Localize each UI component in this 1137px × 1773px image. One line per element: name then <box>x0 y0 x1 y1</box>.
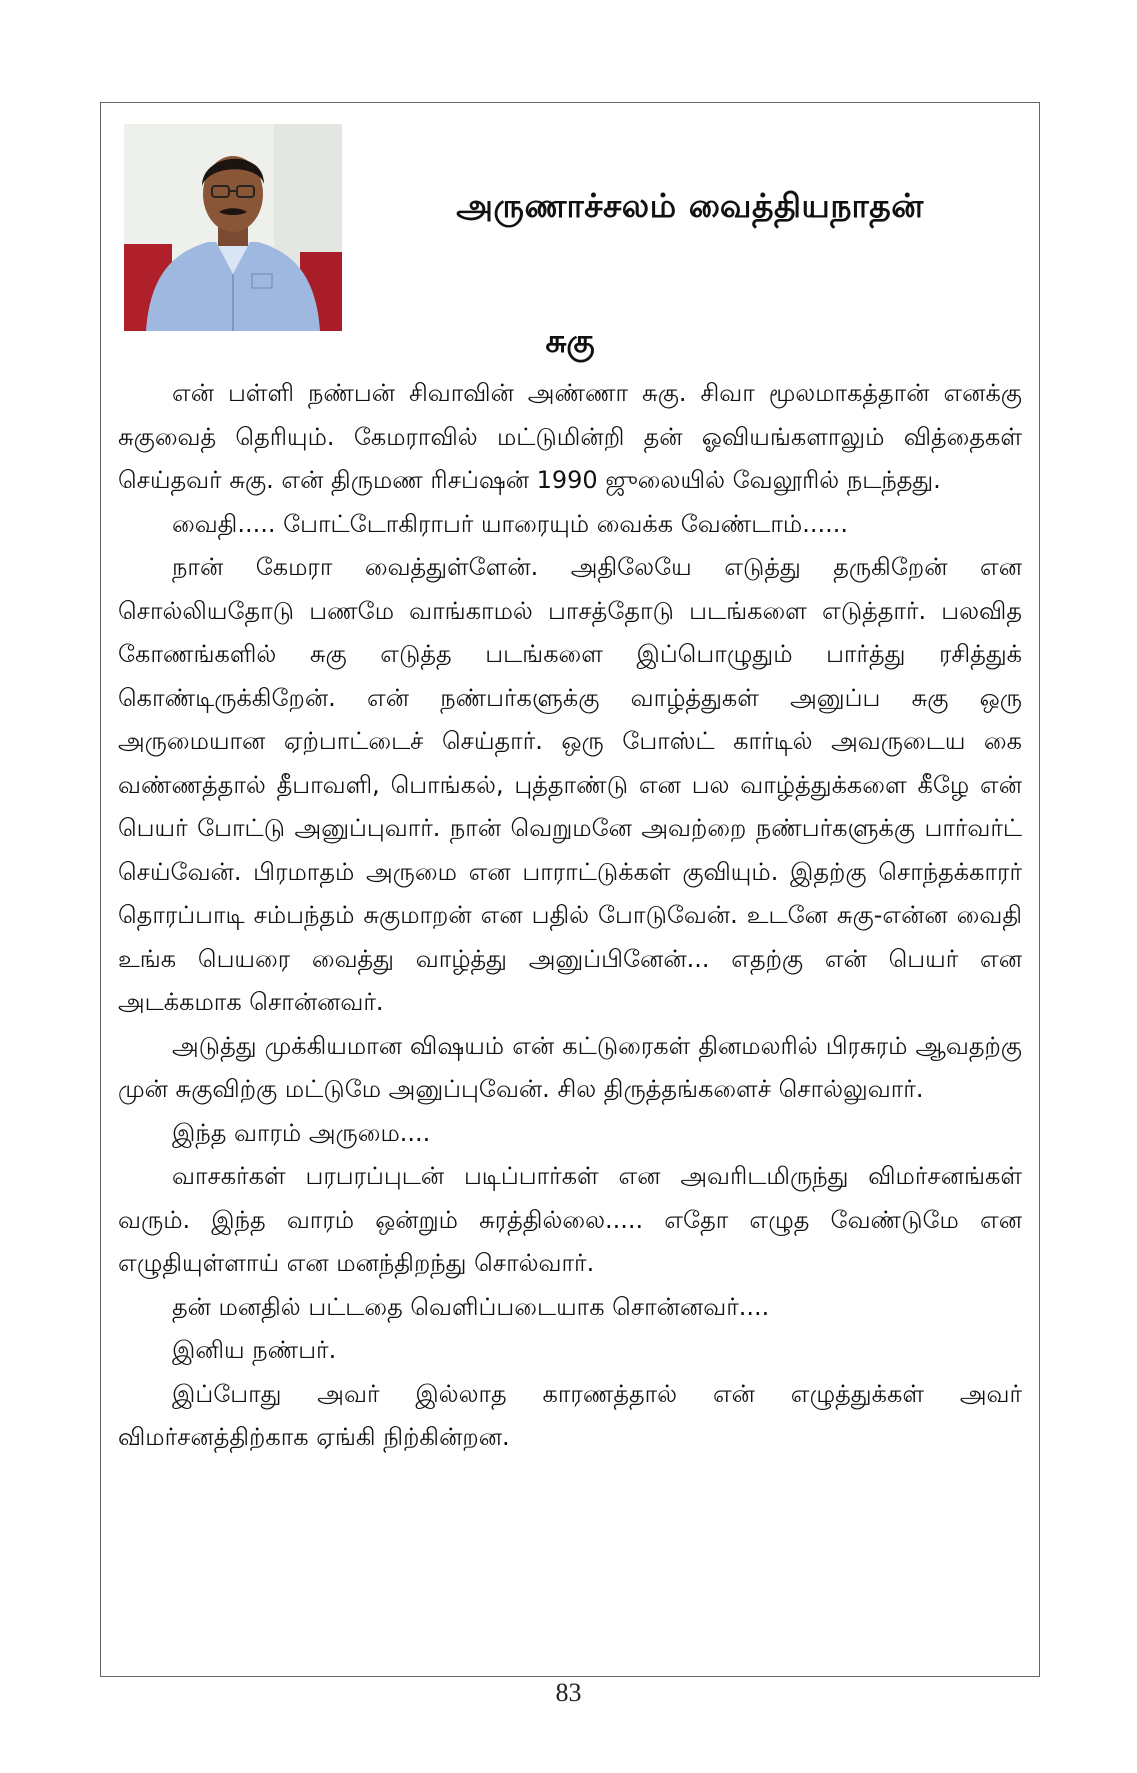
author-portrait-icon <box>124 124 342 331</box>
paragraph: வைதி..... போட்டோகிராபர் யாரையும் வைக்க வேண்டாம்...... <box>172 509 848 538</box>
page-number: 83 <box>555 1678 582 1707</box>
paragraph: இனிய நண்பர். <box>172 1336 337 1364</box>
paragraph: நான் கேமரா வைத்துள்ளேன். அதிலேயே எடுத்து தருகிறேன் என சொல்லியதோடு பணமே வாங்காமல் பாசத்தோடு படங்களை எடுத்தார். பலவித கோணங்களில் சுகு எடுத்த படங்களை இப்பொழுதும் பார்த்து ரசித்துக் கொண்டிருக்கிறேன். என் நண்பர்களுக்கு வாழ்த்துகள் அனுப்ப சுகு ஒரு அருமையான ஏற்பாட்டைச் செய்தார். ஒரு போஸ்ட் கார்டில் அவருடைய கை வண்ணத்தால் தீபாவளி, பொங்கல், புத்தாண்டு என பல வாழ்த்துக்களை கீழே என் பெயர் போட்டு அனுப்புவார். நான் வெறுமனே அவற்றை நண்பர்களுக்கு பார்வர்ட் செய்வேன். பிரமாதம் அருமை என பாராட்டுக்கள் குவியும். இதற்கு சொந்தக்காரர் தொரப்பாடி சம்பந்தம் சுகுமாறன் என பதில் போடுவேன். உடனே சுகு-என்ன வைதி உங்க பெயரை வைத்து வாழ்த்து அனுப்பினேன்... எதற்கு என் பெயர் என அடக்கமாக சொன்னவர். <box>118 553 1022 1016</box>
paragraph: இந்த வாரம் அருமை.... <box>172 1118 431 1147</box>
author-name: அருணாச்சலம் வைத்தியநாதன் <box>456 186 924 225</box>
author-photo <box>124 124 342 331</box>
story-title: சுகு <box>545 322 595 360</box>
paragraph: வாசகர்கள் பரபரப்புடன் படிப்பார்கள் என அவரிடமிருந்து விமர்சனங்கள் வரும். இந்த வாரம் ஒன்றும் சுரத்தில்லை..... எதோ எழுத வேண்டுமே என எழுதியுள்ளாய் என மனந்திறந்து சொல்வார். <box>118 1162 1022 1277</box>
paragraph: அடுத்து முக்கியமான விஷயம் என் கட்டுரைகள் தினமலரில் பிரசுரம் ஆவதற்கு முன் சுகுவிற்கு மட்டுமே அனுப்புவேன். சில திருத்தங்களைச் சொல்லுவார். <box>118 1031 1022 1103</box>
paragraph: என் பள்ளி நண்பன் சிவாவின் அண்ணா சுகு. சிவா மூலமாகத்தான் எனக்கு சுகுவைத் தெரியும். கேமராவில் மட்டுமின்றி தன் ஓவியங்களாலும் வித்தைகள் செய்தவர் சுகு. என் திருமண ரிசப்ஷன் 1990 ஜுலையில் வேலூரில் நடந்தது. <box>118 379 1022 494</box>
paragraph: இப்போது அவர் இல்லாத காரணத்தால் என் எழுத்துக்கள் அவர் விமர்சனத்திற்காக ஏங்கி நிற்கின்றன. <box>118 1379 1022 1451</box>
paragraph: தன் மனதில் பட்டதை வெளிப்படையாக சொன்னவர்.... <box>172 1292 770 1321</box>
story-body <box>118 372 1022 1460</box>
